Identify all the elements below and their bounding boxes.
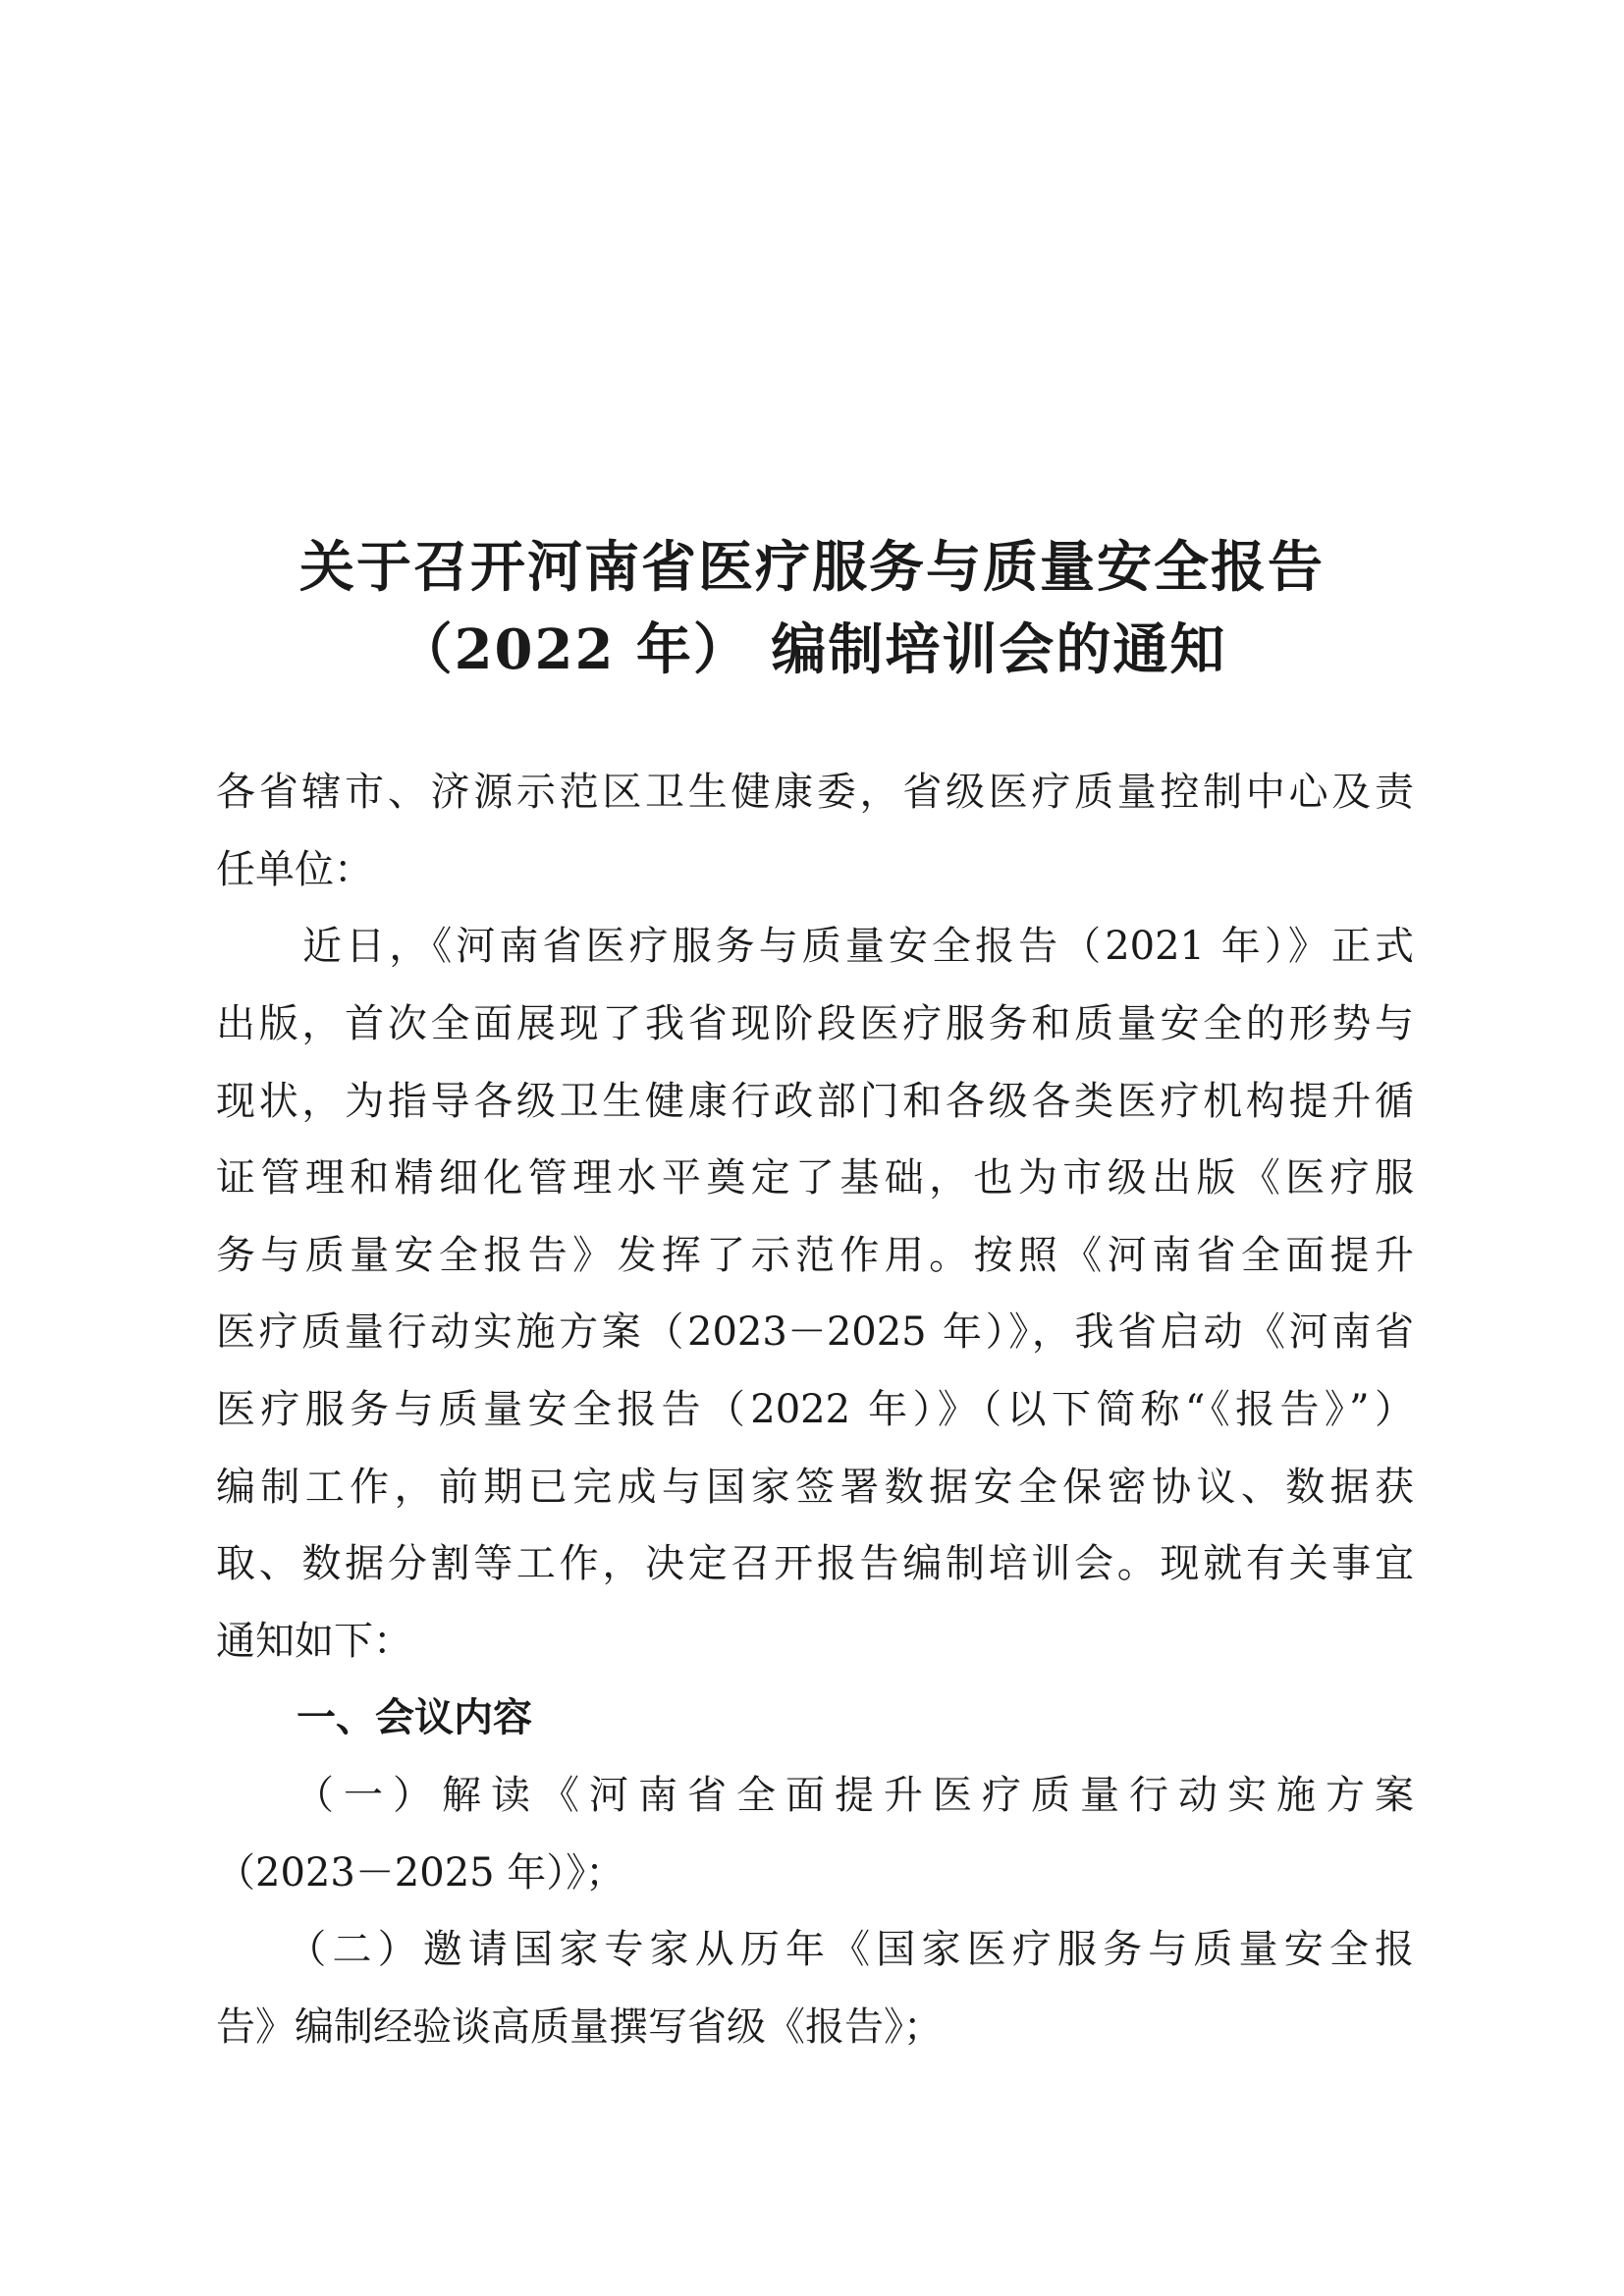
body-line: 近日，《河南省医疗服务与质量安全报告（2021 年）》正式	[216, 924, 1414, 969]
body-line: （2023－2025 年）》；	[216, 1850, 625, 1896]
body-line: （一）解读《河南省全面提升医疗质量行动实施方案	[216, 1773, 1414, 1818]
body-line: 取、数据分割等工作，决定召开报告编制培训会。现就有关事宜	[216, 1541, 1414, 1586]
document-title-line-1: 关于召开河南省医疗服务与质量安全报告	[299, 535, 1325, 600]
body-line: 证管理和精细化管理水平奠定了基础，也为市级出版《医疗服	[216, 1155, 1414, 1201]
body-line: 务与质量安全报告》发挥了示范作用。按照《河南省全面提升	[216, 1233, 1414, 1278]
body-line: 出版，首次全面展现了我省现阶段医疗服务和质量安全的形势与	[216, 1001, 1414, 1046]
body-line: 医疗服务与质量安全报告（2022 年）》（以下简称“《报告》”）	[216, 1387, 1414, 1432]
body-line: 医疗质量行动实施方案（2023－2025 年）》，我省启动《河南省	[216, 1309, 1414, 1355]
body-line: 各省辖市、济源示范区卫生健康委，省级医疗质量控制中心及责	[216, 770, 1414, 815]
body-line: 编制工作，前期已完成与国家签署数据安全保密协议、数据获	[216, 1465, 1414, 1510]
body-line: （二）邀请国家专家从历年《国家医疗服务与质量安全报	[216, 1927, 1414, 1972]
document-title-line-2: （2022 年） 编制培训会的通知	[397, 617, 1227, 682]
body-line: 通知如下：	[216, 1619, 412, 1664]
section-heading: 一、会议内容	[297, 1695, 532, 1740]
body-line: 告》编制经验谈高质量撰写省级《报告》；	[216, 2004, 943, 2050]
body-line: 现状，为指导各级卫生健康行政部门和各级各类医疗机构提升循	[216, 1079, 1414, 1124]
body-line: 任单位：	[216, 847, 373, 892]
